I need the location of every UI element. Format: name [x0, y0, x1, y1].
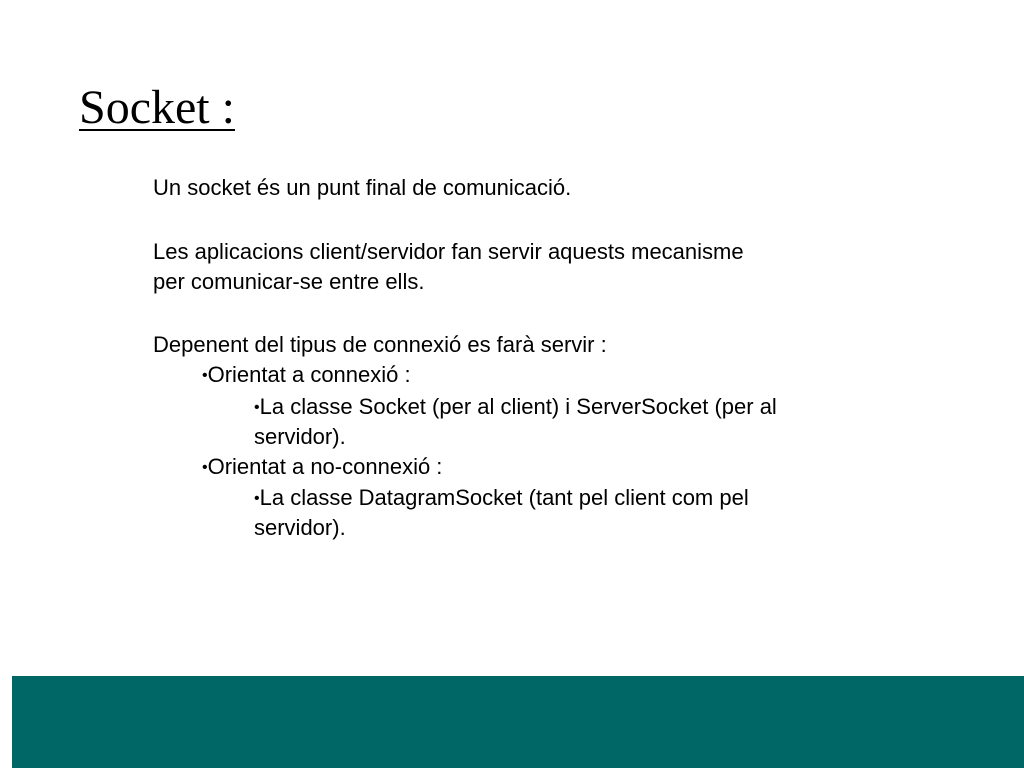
list-item-oriented-connection [202, 360, 411, 391]
sub-item-datagram-line-2: servidor). [254, 515, 346, 540]
intro-text: Un socket és un punt final de comunicació. [153, 175, 572, 200]
list-item-oriented-connectionless [202, 452, 442, 483]
sub-item-datagram-line-1 [254, 483, 749, 514]
bullet-icon: • [202, 367, 208, 384]
footer-band [12, 676, 1024, 768]
bullet-icon: • [254, 490, 260, 507]
list-item-label: Orientat a connexió : [207, 362, 411, 387]
sub-item-socket-class-line-2: servidor). [254, 424, 346, 449]
apps-text-line-2: per comunicar-se entre ells. [153, 269, 425, 294]
bullet-icon: • [254, 399, 260, 416]
apps-text-line-1: Les aplicacions client/servidor fan servir aquests mecanisme [153, 239, 744, 264]
bullet-icon: • [202, 459, 208, 476]
depends-text: Depenent del tipus de connexió es farà servir : [153, 332, 607, 357]
list-item-label: Orientat a no-connexió : [207, 454, 443, 479]
sub-item-socket-class-line-1 [254, 392, 777, 423]
slide-title: Socket : [79, 81, 235, 134]
sub-item-label: La classe Socket (per al client) i ServerSocket (per al [259, 394, 777, 419]
sub-item-label: La classe DatagramSocket (tant pel client com pel [259, 485, 749, 510]
